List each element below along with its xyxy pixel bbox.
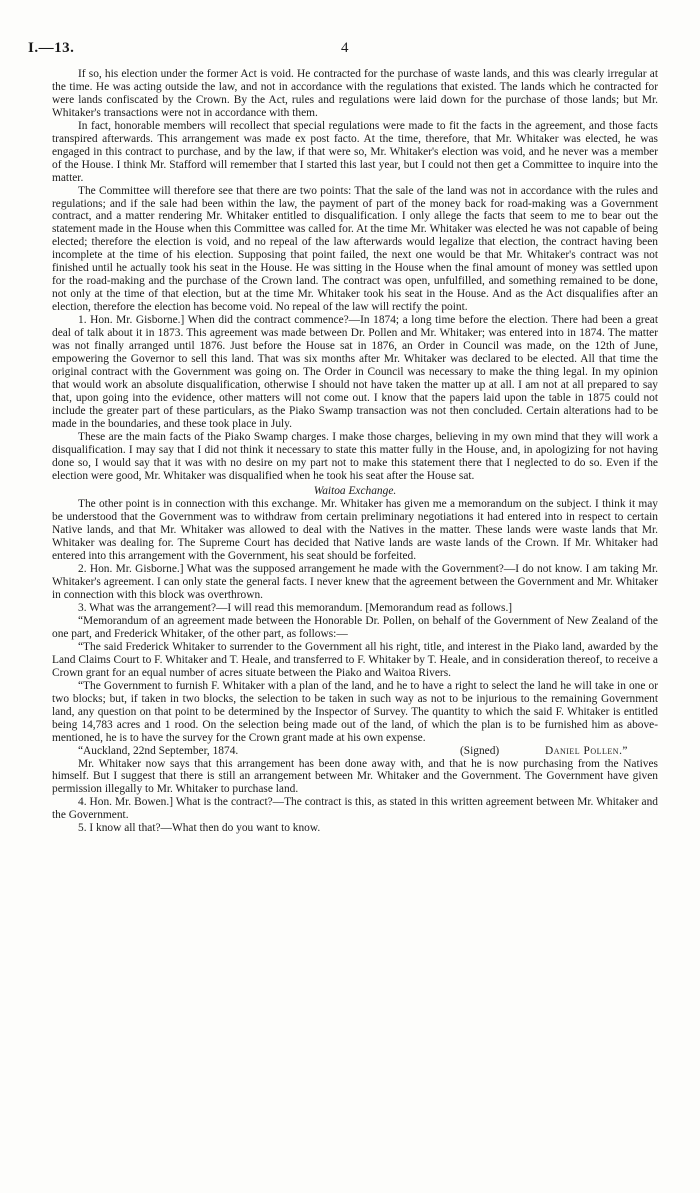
memorandum-paragraph: “The Government to furnish F. Whitaker with a plan of the land, and he to have a right to select the land he will take in one or two blocks; but, if taken in two blocks, the selection to be taken in such way as not to be injurious to the remaining Government land, any question on that point to be determined by the Inspector of Survey. The quantity to which the said F. Whitaker is entitled being 14,783 acres and 1 rood. On the selection being made out of the land, of which the plan is to be furnished him as above-mentioned, he is to have the survey for the Crown grant made at his own expense. [52,679,658,744]
memorandum-paragraph: “The said Frederick Whitaker to surrender to the Government all his right, title, and interest in the Piako land, awarded by the Land Claims Court to F. Whitaker and T. Heale, and transferred to F. Whitaker by T. Heale, and in consideration thereof, to receive a Crown grant for an equal number of acres situate between the Piako and Waitoa Rivers. [52,640,658,679]
paragraph: Mr. Whitaker now says that this arrangement has been done away with, and that he is now purchasing from the Natives himself. But I suggest that there is still an arrangement between Mr. Whitaker and the Government. The Government have given permission illegally to Mr. Whitaker to purchase land. [52,757,658,796]
paragraph: 2. Hon. Mr. Gisborne.] What was the supposed arrangement he made with the Government?—I do not know. I am taking Mr. Whitaker's agreement. I can only state the general facts. I never knew that the agreement between the Government and Mr. Whitaker in connection with this block was overthrown. [52,563,658,602]
paragraph: The Committee will therefore see that there are two points: That the sale of the land was not in accordance with the rules and regulations; and if the sale had been within the law, the payment of part of the money back for road-making was a Government contract, and a matter rendering Mr. Whitaker entitled to disqualification. I only allege the facts that seem to me to bear out the statement made in the House when this Committee was called for. At the time Mr. Whitaker was elected he was not capable of being elected; therefore the election is void, and no repeal of the law afterwards would legalize that election, the contract having been incomplete at the time of his election. Supposing that point failed, the next one would be that Mr. Whitaker's contract was not finished until he actually took his seat in the House. He was sitting in the House when the final amount of money was settled upon for the road-making and the purchase of the Crown land. The contract was open, unfulfilled, and something remained to be done, not only at the time of that election, but at the time Mr. Whitaker took his seat in the House. And as the Act disqualifies after an election, therefore the election has become void. No repeal of the law will rectify the point. [52,184,658,314]
paragraph: 4. Hon. Mr. Bowen.] What is the contract?—The contract is this, as stated in this written agreement between Mr. Whitaker and the Government. [52,796,658,822]
document-reference: I.—13. [28,40,75,56]
page-number: 4 [341,40,349,56]
paragraph: These are the main facts of the Piako Swamp charges. I make those charges, believing in my own mind that they will work a disqualification. I may say that I did not think it necessary to state this matter fully in the House, and, in apologizing for not having done so, I would say that it was with no desire on my part not to make this statement there that I neglected to do so. Even if the election were good, Mr. Whitaker was disqualified when he took his seat after the House sat. [52,430,658,482]
section-heading: Waitoa Exchange. [313,484,397,497]
signature-name: Daniel Pollen.” [544,744,628,757]
signature-line [52,745,658,758]
signature-place-date: “Auckland, 22nd September, 1874. [78,744,239,757]
paragraph: 3. What was the arrangement?—I will read this memorandum. [Memorandum read as follows.] [78,602,513,615]
paragraph: 1. Hon. Mr. Gisborne.] When did the contract commence?—In 1874; a long time before the election. There had been a great deal of talk about it in 1873. This agreement was made between Dr. Pollen and Mr. Whitaker; was entered into in 1874. The matter was not finally arranged until 1876. Just before the House sat in 1876, an Order in Council was made, on the 12th of June, empowering the Governor to sell this land. That was six months after Mr. Whitaker was declared to be elected. All that time the original contract with the Government was going on. The Order in Council was necessary to make the thing legal. In my opinion that would work an absolute disqualification, otherwise I should not have taken the matter up at all. I am not at all prepared to say that, upon going into the evidence, other matters will not come out. I know that the papers laid upon the table in 1875 could not include the greater part of these particulars, as the Piako Swamp transaction was not then concluded. Certain alterations had to be made in the boundaries, and these took place in July. [52,314,658,430]
paragraph: If so, his election under the former Act is void. He contracted for the purchase of waste lands, and this was clearly irregular at the time. He was acting outside the law, and not in accordance with the regulations that existed. The lands which he contracted for were lands confiscated by the Crown. By the Act, rules and regulations were laid down for the purchase of those lands; but Mr. Whitaker's transactions were not in accordance with them. [52,68,658,119]
paragraph: 5. I know all that?—What then do you want to know. [78,822,321,835]
signature-signed: (Signed) [460,744,500,757]
document-body [52,68,658,835]
memorandum-paragraph: “Memorandum of an agreement made between the Honorable Dr. Pollen, on behalf of the Government of New Zealand of the one part, and Frederick Whitaker, of the other part, as follows:— [52,615,658,640]
paragraph: The other point is in connection with this exchange. Mr. Whitaker has given me a memorandum on the subject. I think it may be understood that the Government was to withdraw from certain preliminary negotiations it had entered into in respect to certain Native lands, and that Mr. Whitaker was allowed to deal with the Natives in the matter. These lands were waste lands that Mr. Whitaker was dealing for. The Supreme Court has decided that Native lands are waste lands of the Crown. If Mr. Whitaker had entered into this arrangement with the Government, his seat should be forfeited. [52,498,658,563]
paragraph: In fact, honorable members will recollect that special regulations were made to fit the facts in the agreement, and those facts transpired afterwards. This arrangement was made ex post facto. At the time, therefore, that Mr. Whitaker was elected, he was engaged in this contract to purchase, and by the law, if that were so, Mr. Whitaker's election was void, and he never was a member of the House. I think Mr. Stafford will remember that I started this last year, but I could not then get a Committee to inquire into the matter. [52,119,658,184]
